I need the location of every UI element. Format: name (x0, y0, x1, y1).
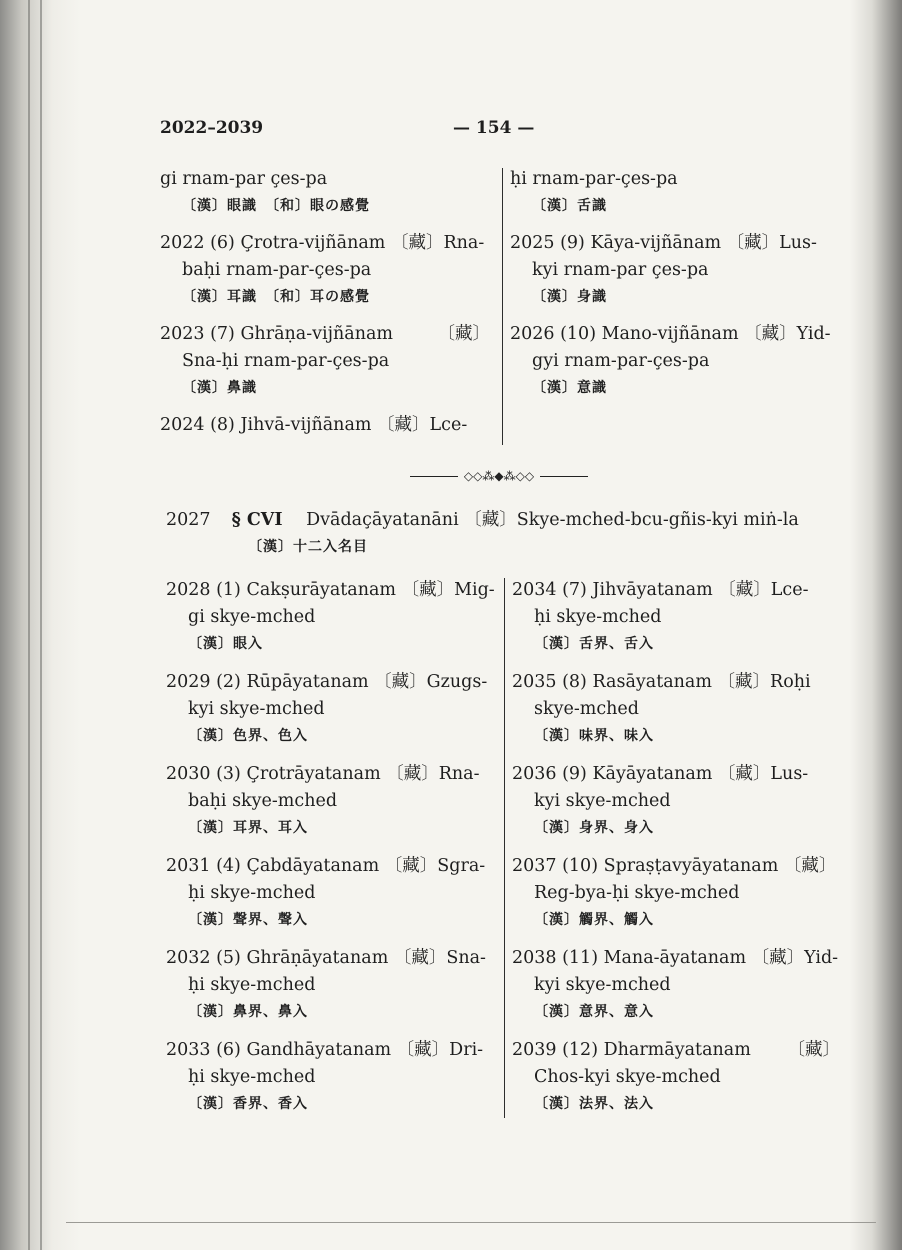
top-left-column (160, 166, 490, 449)
entry-line: baḥi rnam-par-çes-pa (182, 260, 372, 280)
entry-range: 2022–2039 (160, 118, 264, 138)
bottom-right-column (512, 577, 840, 1129)
entry-line: 2026 (10) Mano-vijñānam 〔藏〕Yid- (510, 324, 831, 344)
dictionary-entry (512, 577, 840, 658)
chinese-gloss: 〔漢〕舌識 (532, 198, 607, 214)
entry-line: 2028 (1) Cakṣurāyatanam 〔藏〕Mig- (166, 580, 495, 600)
bottom-left-column (166, 577, 496, 1129)
entry-line: baḥi skye-mched (188, 791, 338, 811)
dictionary-entry (510, 230, 840, 311)
dictionary-entry (512, 761, 840, 842)
entry-line: ḥi skye-mched (188, 883, 316, 903)
entry-line: 2035 (8) Rasāyatanam 〔藏〕Roḥi (512, 672, 811, 692)
column-divider (504, 578, 505, 1118)
dictionary-entry (166, 853, 496, 934)
section-mark: § CVI (231, 510, 283, 530)
page-bottom-rule (66, 1222, 876, 1223)
chinese-gloss: 〔漢〕身識 (532, 289, 607, 305)
section-number: 2027 (166, 510, 211, 530)
entry-line: 2022 (6) Çrotra-vijñānam 〔藏〕Rna- (160, 233, 485, 253)
entry-line: 2032 (5) Ghrāṇāyatanam 〔藏〕Sna- (166, 948, 486, 968)
chinese-gloss: 〔漢〕意識 (532, 380, 607, 396)
dictionary-entry (510, 321, 840, 402)
entry-line: kyi skye-mched (534, 791, 671, 811)
chinese-gloss: 〔漢〕眼識 〔和〕眼の感覺 (182, 198, 370, 214)
chinese-gloss: 〔漢〕色界、色入 (188, 728, 308, 744)
page-header (160, 118, 720, 138)
spine-line (28, 0, 30, 1250)
entry-line: ḥi skye-mched (534, 607, 662, 627)
ornament-glyphs: ◇◇⁂◆⁂◇◇ (463, 469, 535, 483)
entry-line: 2033 (6) Gandhāyatanam 〔藏〕Dri- (166, 1040, 484, 1060)
chinese-gloss: 〔漢〕意界、意入 (534, 1004, 654, 1020)
entry-line: 2036 (9) Kāyāyatanam 〔藏〕Lus- (512, 764, 809, 784)
chinese-gloss: 〔漢〕觸界、觸入 (534, 912, 654, 928)
spine-line (40, 0, 42, 1250)
entry-line: 2037 (10) Spraṣṭavyāyatanam 〔藏〕 (512, 856, 837, 876)
chinese-gloss: 〔漢〕眼入 (188, 636, 263, 652)
chinese-gloss: 〔漢〕味界、味入 (534, 728, 654, 744)
entry-line: 2034 (7) Jihvāyatanam 〔藏〕Lce- (512, 580, 809, 600)
chinese-gloss: 〔漢〕身界、身入 (534, 820, 654, 836)
entry-line: 2039 (12) Dharmāyatanam (512, 1040, 751, 1060)
dictionary-entry (160, 321, 490, 402)
chinese-gloss: 〔漢〕鼻界、鼻入 (188, 1004, 308, 1020)
entry-line: kyi skye-mched (534, 975, 671, 995)
chinese-gloss: 〔漢〕法界、法入 (534, 1096, 654, 1112)
dictionary-entry (160, 412, 490, 439)
dictionary-entry (512, 945, 840, 1026)
entry-line: 2031 (4) Çabdāyatanam 〔藏〕Sgra- (166, 856, 486, 876)
chinese-gloss: 〔漢〕香界、香入 (188, 1096, 308, 1112)
entry-line: ḥi skye-mched (188, 1067, 316, 1087)
chinese-gloss: 〔漢〕聲界、聲入 (188, 912, 308, 928)
entry-line: Reg-bya-ḥi skye-mched (534, 883, 740, 903)
entry-line: gi rnam-par çes-pa (160, 169, 328, 189)
dictionary-entry (160, 230, 490, 311)
entry-line: 2030 (3) Çrotrāyatanam 〔藏〕Rna- (166, 764, 480, 784)
dictionary-entry (166, 577, 496, 658)
column-divider (502, 168, 503, 445)
chinese-gloss: 〔漢〕耳界、耳入 (188, 820, 308, 836)
entry-line: 2025 (9) Kāya-vijñānam 〔藏〕Lus- (510, 233, 817, 253)
entry-line: 2023 (7) Ghrāṇa-vijñānam (160, 324, 394, 344)
dictionary-entry (166, 669, 496, 750)
entry-line: Chos-kyi skye-mched (534, 1067, 721, 1087)
section-cjk: 〔漢〕十二入名目 (248, 539, 368, 555)
dictionary-entry (512, 669, 840, 750)
entry-line: ḥi skye-mched (188, 975, 316, 995)
chinese-gloss: 〔漢〕舌界、舌入 (534, 636, 654, 652)
entry-line: ḥi rnam-par-çes-pa (510, 169, 678, 189)
entry-line: gi skye-mched (188, 607, 316, 627)
entry-line: kyi skye-mched (188, 699, 325, 719)
chinese-gloss: 〔漢〕耳識 〔和〕耳の感覺 (182, 289, 370, 305)
section-title: Dvādaçāyatanāni 〔藏〕Skye-mched-bcu-gñis-kyi miṅ-la (306, 510, 799, 530)
entry-line: 2029 (2) Rūpāyatanam 〔藏〕Gzugs- (166, 672, 488, 692)
dictionary-entry (160, 166, 490, 220)
dictionary-entry (510, 166, 840, 220)
entry-line: gyi rnam-par-çes-pa (532, 351, 710, 371)
entry-line: 2024 (8) Jihvā-vijñānam 〔藏〕Lce- (160, 415, 468, 435)
dictionary-entry (512, 853, 840, 934)
entry-line: kyi rnam-par çes-pa (532, 260, 709, 280)
entry-line: skye-mched (534, 699, 639, 719)
chinese-gloss: 〔漢〕鼻識 (182, 380, 257, 396)
top-right-column (510, 166, 840, 412)
section-ornament (410, 467, 588, 485)
dictionary-entry (512, 1037, 840, 1118)
tibetan-tag: 〔藏〕 (437, 324, 490, 344)
section-heading (166, 506, 846, 534)
entry-line: Sna-ḥi rnam-par-çes-pa (182, 351, 390, 371)
dictionary-entry (166, 1037, 496, 1118)
entry-line: 2038 (11) Mana-āyatanam 〔藏〕Yid- (512, 948, 839, 968)
page-number: — 154 — (453, 118, 535, 138)
tibetan-tag: 〔藏〕 (787, 1040, 840, 1060)
dictionary-entry (166, 761, 496, 842)
dictionary-entry (166, 945, 496, 1026)
